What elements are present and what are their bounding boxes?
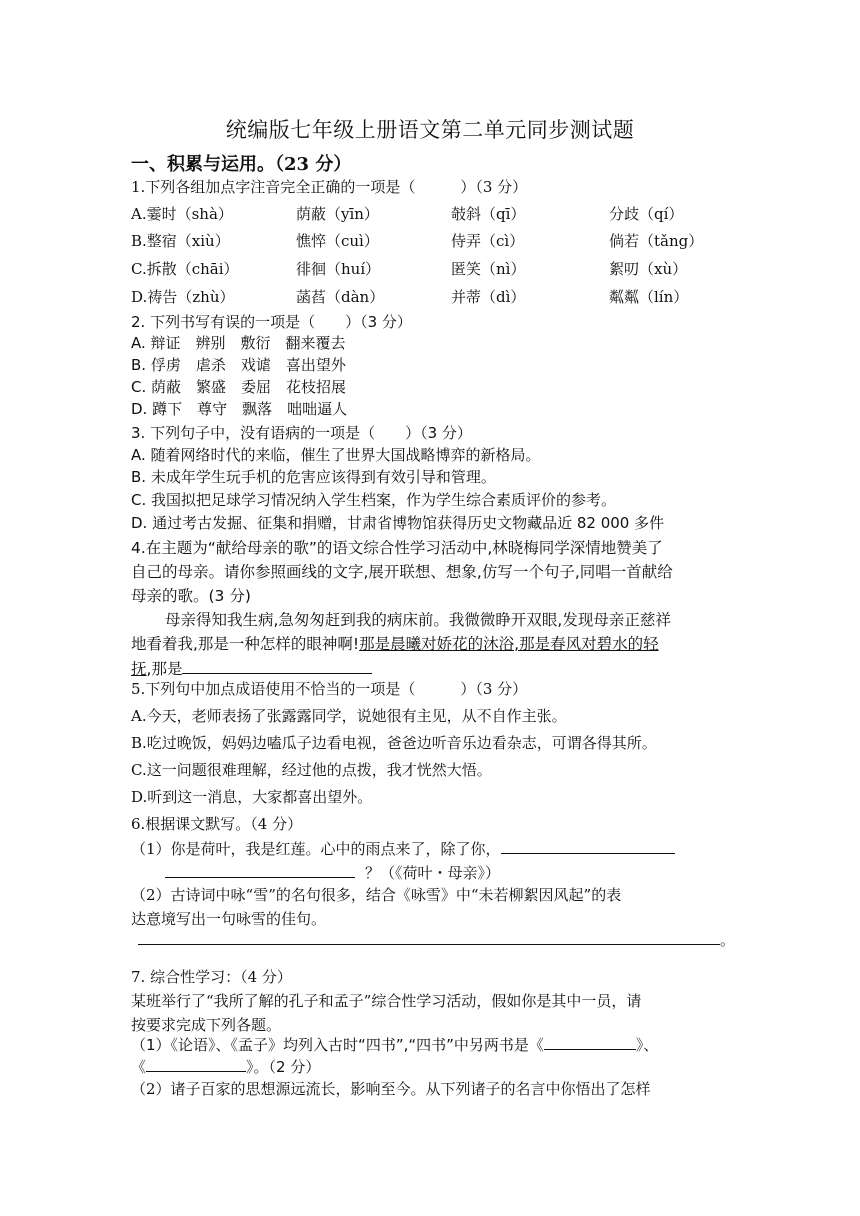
question-5-stem: 5.下列句中加点成语使用不恰当的一项是（ ）（3 分）: [131, 680, 528, 698]
q5-option-b: B.吃过晚饭，妈妈边嗑瓜子边看电视，爸爸边听音乐边看杂志，可谓各得其所。: [131, 734, 657, 752]
q4-para-1: 母亲得知我生病,急匆匆赶到我的病床前。我微微睁开双眼,发现母亲正慈祥: [165, 611, 671, 629]
q4-para-2-text: 地看着我,那是一种怎样的眼神啊!: [131, 635, 360, 653]
q4-line-1: 4.在主题为“献给母亲的歌”的语文综合性学习活动中,林晓梅同学深情地赞美了: [131, 539, 663, 557]
q6-part-1-text: （1）你是荷叶，我是红莲。心中的雨点来了，除了你，: [131, 840, 501, 858]
q1-a-1: A.霎时（shà）: [131, 205, 233, 223]
q4-para-3: [131, 659, 372, 679]
question-3-stem: 3. 下列句子中，没有语病的一项是（ ）（3 分）: [131, 424, 472, 442]
q7-part-1-score: 》。（2 分）: [246, 1058, 321, 1076]
q6-part-1-line-1: [131, 839, 675, 858]
q4-example-end: 抚: [131, 660, 147, 678]
q1-d-1: D.祷告（zhù）: [131, 288, 235, 306]
q6-blank-2[interactable]: [165, 863, 355, 878]
q4-para-2: [131, 635, 659, 654]
q4-example-sentence: 那是晨曦对娇花的沐浴,那是春风对碧水的轻: [359, 635, 659, 653]
q2-option-d: D. 蹲下 尊守 飘落 咄咄逼人: [131, 400, 348, 418]
q1-c-4: 絮叨（xù）: [609, 260, 688, 278]
q5-option-a: A.今天，老师表扬了张露露同学，说她很有主见，从不自作主张。: [131, 707, 567, 725]
q1-a-4: 分歧（qí）: [609, 205, 684, 223]
q3-option-a: A. 随着网络时代的来临，催生了世界大国战略博弈的新格局。: [131, 446, 541, 464]
question-6-stem: 6.根据课文默写。（4 分）: [131, 815, 303, 833]
q1-d-3: 并蒂（dì）: [451, 288, 526, 306]
q7-part-1-line-2: [131, 1057, 320, 1076]
q7-blank-2[interactable]: [146, 1057, 246, 1072]
q1-d-4: 粼粼（lín）: [609, 288, 689, 306]
q4-line-2: 自己的母亲。请你参照画线的文字,展开联想、想象,仿写一个句子,同唱一首献给: [131, 563, 673, 581]
q7-part-1-open: 《: [131, 1058, 147, 1076]
question-2-stem: 2. 下列书写有误的一项是（ ）（3 分）: [131, 313, 412, 331]
q1-a-3: 攲斜（qī）: [451, 205, 526, 223]
q7-part-1-text: （1）《论语》、《孟子》均列入古时“四书”,“四书”中另两书是《: [131, 1036, 544, 1054]
q2-option-a: A. 辩证 辨别 敷衍 翻来覆去: [131, 334, 346, 352]
q1-c-1: C.拆散（chāi）: [131, 260, 239, 278]
q1-c-3: 匿笑（nì）: [451, 260, 526, 278]
q6-end-mark: 。: [720, 931, 736, 949]
section-heading: 一、积累与运用。（23 分）: [131, 154, 352, 175]
q6-part-2-answer-line: [138, 930, 735, 949]
q1-a-2: 荫蔽（yīn）: [296, 205, 379, 223]
q5-option-c: C.这一问题很难理解，经过他的点拨，我才恍然大悟。: [131, 761, 492, 779]
q7-intro-2: 按要求完成下列各题。: [131, 1016, 282, 1034]
q7-part-1-line-1: [131, 1035, 658, 1054]
q3-option-b: B. 未成年学生玩手机的危害应该得到有效引导和管理。: [131, 468, 496, 486]
question-7-stem: 7. 综合性学习：（4 分）: [131, 968, 292, 986]
q1-c-2: 徘徊（huí）: [296, 260, 381, 278]
q5-option-d: D.听到这一消息，大家都喜出望外。: [131, 788, 373, 806]
q7-intro-1: 某班举行了“我所了解的孔子和孟子”综合性学习活动，假如你是其中一员，请: [131, 992, 642, 1010]
q3-option-c: C. 我国拟把足球学习情况纳入学生档案，作为学生综合素质评价的参考。: [131, 491, 617, 509]
q4-answer-blank[interactable]: [182, 659, 372, 674]
q6-part-1-line-2: [165, 863, 500, 882]
q1-b-3: 侍弄（cì）: [451, 232, 525, 250]
q1-b-1: B.整宿（xiù）: [131, 232, 230, 250]
q6-part-2-line-2: 达意境写出一句咏雪的佳句。: [131, 910, 327, 928]
q7-blank-1[interactable]: [544, 1035, 636, 1050]
q6-blank-3[interactable]: [138, 930, 720, 945]
q6-blank-1[interactable]: [501, 839, 675, 854]
q2-option-c: C. 荫蔽 繁盛 委屈 花枝招展: [131, 378, 347, 396]
q4-line-3: 母亲的歌。(3 分): [131, 587, 251, 605]
q2-option-b: B. 俘虏 虐杀 戏谑 喜出望外: [131, 356, 346, 374]
q3-option-d: D. 通过考古发掘、征集和捐赠，甘肃省博物馆获得历史文物藏品近 82 000 多件: [131, 514, 665, 532]
q1-b-2: 憔悴（cuì）: [296, 232, 379, 250]
q1-b-4: 倘若（tǎng）: [609, 232, 704, 250]
q4-para-3-text: ,那是: [146, 660, 183, 678]
q1-d-2: 菡萏（dàn）: [296, 288, 385, 306]
q7-part-2: （2）诸子百家的思想源远流长，影响至今。从下列诸子的名言中你悟出了怎样: [131, 1080, 651, 1098]
question-1-stem: 1.下列各组加点字注音完全正确的一项是（ ）（3 分）: [131, 178, 528, 196]
page-title: 统编版七年级上册语文第二单元同步测试题: [225, 118, 635, 142]
q7-part-1-sep: 》、: [635, 1036, 659, 1054]
q6-part-1-source: ？（《荷叶・母亲》）: [365, 864, 501, 882]
q6-part-2-line-1: （2）古诗词中咏“雪”的名句很多，结合《咏雪》中“未若柳絮因风起”的表: [131, 886, 622, 904]
